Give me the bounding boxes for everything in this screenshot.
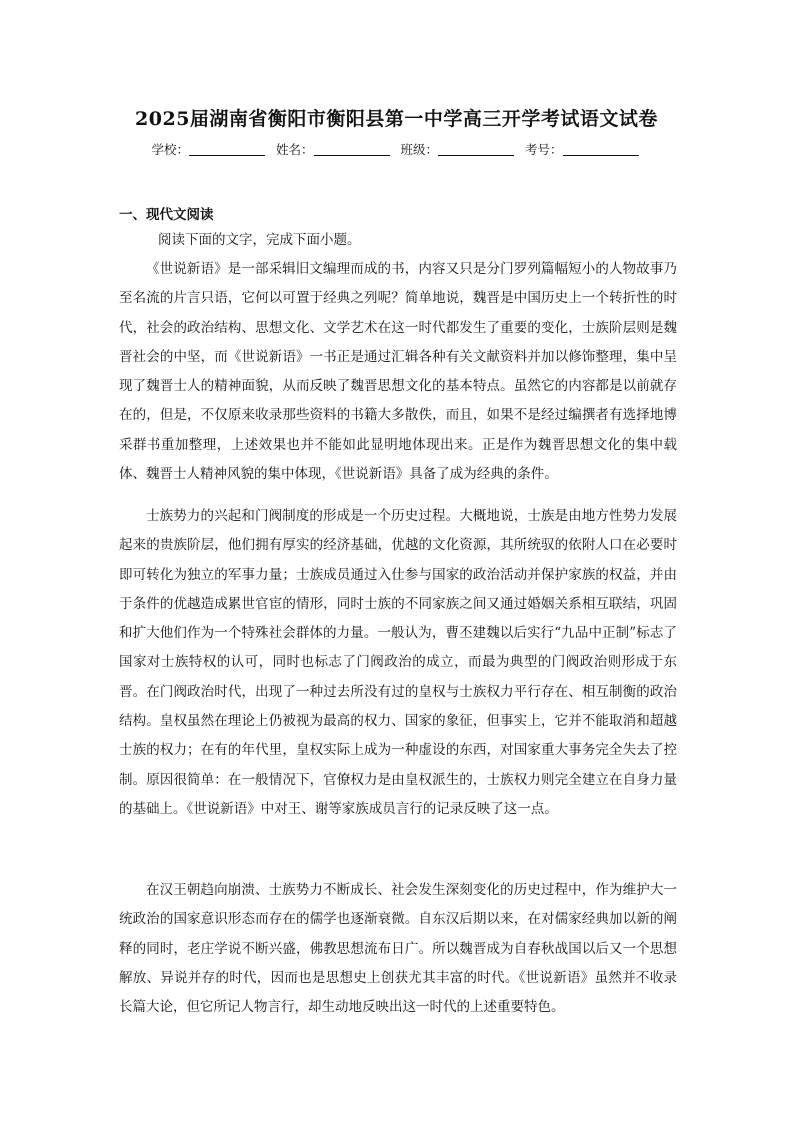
school-field [151, 140, 268, 158]
passage-paragraph-1: 《世说新语》是一部采辑旧文编理而成的书，内容又只是分门罗列篇幅短小的人物故事乃至名流的片言只语，它何以可置于经典之列呢？简单地说，魏晋是中国历史上一个转折性的时代，社会的政治结构、思想文化、文学艺术在这一时代都发生了重要的变化，士族阶层则是魏晋社会的中坚，而《世说新语》一书正是通过汇辑各种有关文献资料并加以修饰整理，集中呈现了魏晋士人的精神面貌，从而反映了魏晋思想文化的基本特点。虽然它的内容都是以前就存在的，但是，不仅原来收录那些资料的书籍大多散佚，而且，如果不是经过编撰者有选择地博采群书重加整理，上述效果也并不能如此显明地体现出来。正是作为魏晋思想文化的集中载体、魏晋士人精神风貌的集中体现，《世说新语》具备了成为经典的条件。 [119, 261, 677, 483]
class-field [400, 140, 517, 158]
exam-title: 2025届湖南省衡阳市衡阳县第一中学高三开学考试语文试卷 [135, 108, 658, 130]
exam-number-label: 考号： [524, 142, 563, 157]
reading-instruction: 阅读下面的文字，完成下面小题。 [158, 232, 361, 248]
exam-number-field [525, 140, 642, 158]
name-blank [314, 143, 390, 156]
passage-paragraph-2: 士族势力的兴起和门阀制度的形成是一个历史过程。大概地说，士族是由地方性势力发展起来的贵族阶层，他们拥有厚实的经济基础，优越的文化资源，其所统驭的依附人口在必要时即可转化为独立的军事力量；士族成员通过入仕参与国家的政治活动并保护家族的权益，并由于条件的优越造成累世官宦的情形，同时士族的不同家族之间又通过婚姻关系相互联结，巩固和扩大他们作为一个特殊社会群体的力量。一般认为，曹丕建魏以后实行“九品中正制”标志了国家对士族特权的认可，同时也标志了门阀政治的成立，而最为典型的门阀政治则形成于东晋。在门阀政治时代，出现了一种过去所没有过的皇权与士族权力平行存在、相互制衡的政治结构。皇权虽然在理论上仍被视为最高的权力、国家的象征，但事实上，它并不能取消和超越士族的权力；在有的年代里，皇权实际上成为一种虚设的东西，对国家重大事务完全失去了控制。原因很简单：在一般情况下，官僚权力是由皇权派生的，士族权力则完全建立在自身力量的基础上。《世说新语》中对王、谢等家族成员言行的记录反映了这一点。 [119, 508, 677, 817]
class-blank [438, 143, 514, 156]
exam-number-blank [563, 143, 639, 156]
school-label: 学校： [151, 142, 189, 157]
name-label: 姓名： [275, 142, 314, 157]
school-blank [189, 143, 265, 156]
student-info-row [0, 140, 793, 158]
class-label: 班级： [400, 142, 438, 157]
name-field [276, 140, 393, 158]
passage-paragraph-3: 在汉王朝趋向崩溃、士族势力不断成长、社会发生深刻变化的历史过程中，作为维护大一统政治的国家意识形态而存在的儒学也逐渐衰微。自东汉后期以来，在对儒家经典加以新的阐释的同时，老庄学说不断兴盛，佛教思想流布日广。所以魏晋成为自春秋战国以后又一个思想解放、异说并存的时代，因而也是思想史上创获尤其丰富的时代。《世说新语》虽然并不收录长篇大论，但它所记人物言行，却生动地反映出这一时代的上述重要特色。 [119, 882, 677, 1016]
section-heading: 一、现代文阅读 [119, 207, 214, 223]
